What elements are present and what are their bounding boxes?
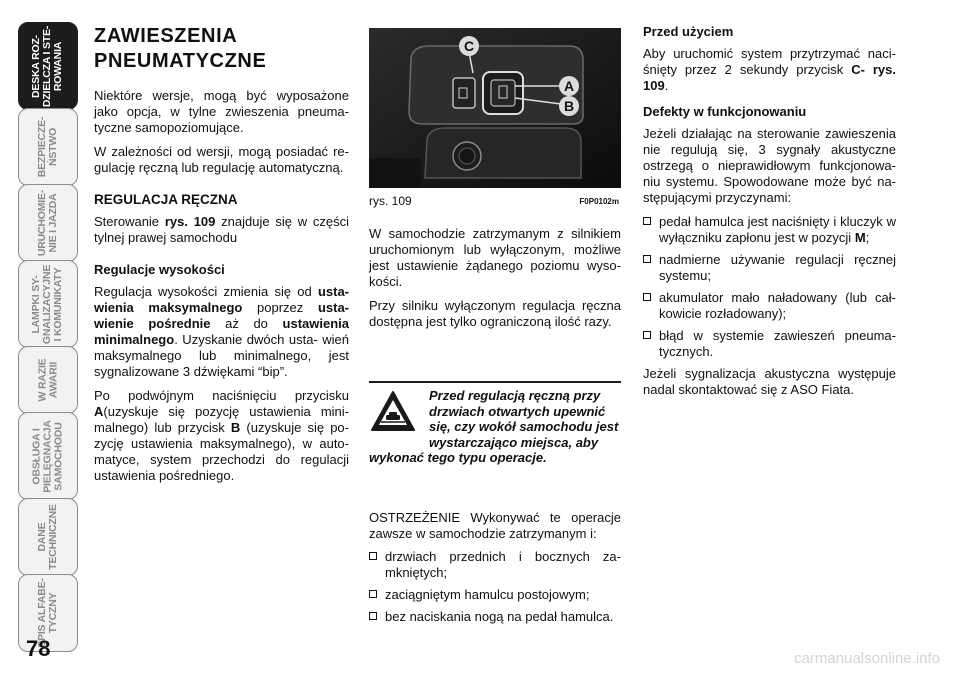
list-item-text: zaciągniętym hamulcu postojowym;: [385, 587, 590, 602]
warning-line-4: wystarczająco miejsca, aby: [429, 434, 599, 450]
figure-caption-label: rys. 109: [369, 194, 412, 208]
tab-label: SPIS ALFABE- TYCZNY: [36, 578, 59, 648]
tab-bezpieczenstwo[interactable]: [18, 108, 78, 186]
heading-przed-uzyciem: Przed użyciem: [643, 24, 734, 39]
text-run: . Uzyskanie dwóch usta- wień maksymalnego lub minimalnego, jest sygnalizowane 3 dźwiękami “bip”.: [94, 332, 349, 379]
column-middle: [369, 226, 621, 338]
tab-label: BEZPIECZE- ŃSTWO: [36, 116, 60, 178]
middle-paragraph-2: Przy silniku wyłączonym regulacja ręczna dostępna jest tylko ograniczoną ilość razy.: [369, 298, 621, 329]
defects-list: [643, 214, 896, 360]
list-item-text: pedał hamulca jest naciśnięty i kluczyk w wyłączniku zapłonu jest w pozycji: [659, 214, 896, 245]
list-item: [643, 214, 896, 246]
tab-obsluga[interactable]: [18, 412, 78, 500]
tab-lampki[interactable]: [18, 260, 78, 348]
figure-reference: rys. 109: [164, 214, 216, 229]
text-run: aż do: [210, 316, 283, 331]
checkbox-bullet-icon: [369, 590, 377, 598]
text-run: znajduje się w części tylnej prawej samochodu: [94, 214, 350, 245]
control-panel-photo: [369, 28, 621, 188]
tab-w-razie-awarii[interactable]: [18, 346, 78, 414]
tab-label: LAMPKI SY- GNALIZACYJNE I KOMUNIKATY: [30, 264, 65, 344]
checkbox-bullet-icon: [369, 552, 377, 560]
caution-intro: OSTRZEŻENIE Wykonywać te operacje zawsze w samochodzie zatrzymanym i:: [369, 510, 621, 541]
bold-term: C- rys. 109: [643, 62, 897, 93]
tab-label: OBSŁUGA I PIELĘGNACJA SAMOCHODU: [30, 419, 65, 493]
warning-line-5: wykonać tego typu operacje.: [369, 450, 547, 465]
intro-paragraph: Niektóre wersje, mogą być wyposażone jako opcja, w tylne zwieszenia pneuma- tyczne samopoziomujące.: [94, 88, 349, 135]
watermark-footer: carmanualsonline.info: [794, 650, 940, 667]
text-run: ;: [865, 230, 870, 245]
section-title: [94, 24, 349, 74]
heading-regulacje-wysokosci: Regulacje wysokości: [94, 262, 225, 277]
heading-regulacja-reczna: REGULACJA RĘCZNA: [94, 192, 238, 207]
final-paragraph: Jeżeli sygnalizacja akustyczna występuje nadal skontaktować się z ASO Fiata.: [643, 366, 896, 397]
usage-paragraph: [643, 46, 896, 94]
tab-label: DANE TECHNICZNE: [36, 504, 60, 570]
height-paragraph: [94, 284, 349, 380]
list-item-text: akumulator mało naładowany (lub cał- kowicie rozładowany);: [659, 290, 896, 321]
caution-block: [369, 510, 621, 631]
caution-list: [369, 549, 621, 625]
callout-c: C: [463, 38, 475, 54]
page-number: 78: [26, 636, 51, 661]
heading-defekty: Defekty w funkcjonowaniu: [643, 104, 807, 119]
list-item: [643, 290, 896, 322]
list-item-text: bez naciskania nogą na pedał hamulca.: [385, 609, 614, 624]
warning-divider: [369, 381, 621, 383]
figure-109: [369, 28, 621, 188]
text-run: Aby uruchomić system przytrzymać naci- śnięty przez 2 sekundy przycisk: [643, 46, 896, 77]
text-run: (uzyskuje się po- zycję ustawienia maksymalnego), w auto- matyce, system przechodzi do regulacji ustawienia pośredniego.: [94, 420, 349, 483]
tab-uruchomienie[interactable]: [18, 184, 78, 262]
tab-label: URUCHOMIE- NIE I JAZDA: [36, 189, 59, 257]
list-item: [643, 252, 896, 284]
text-run: Po podwójnym naciśnięciu przycisku: [94, 388, 349, 403]
bold-term: A: [94, 404, 104, 419]
bold-term: ustawienia minimalnego: [94, 316, 349, 347]
column-right: [643, 24, 896, 406]
list-item: [369, 549, 621, 581]
text-run: Regulacja wysokości zmienia się od: [94, 284, 318, 299]
bold-term: usta- wienie pośrednie: [94, 300, 349, 331]
list-item: [369, 587, 621, 603]
text-run: (uzyskuje się pozycję ustawienia mini- malnego) lub przycisk: [94, 404, 349, 435]
tab-deska-rozdzielcza[interactable]: [18, 22, 78, 110]
tab-label: DESKA ROZ- DZIELCZA I STE- ROWANIA: [30, 25, 65, 107]
text-run: .: [664, 78, 669, 93]
list-item: [369, 609, 621, 625]
list-item-text: nadmierne używanie regulacji ręcznej systemu;: [659, 252, 896, 283]
checkbox-bullet-icon: [369, 612, 377, 620]
defects-intro: Jeżeli działając na sterowanie zawieszenia nie regulują się, 3 sygnały akustyczne ostrzegą o nieprawidłowym funkcjonowa- niu systemu. Spowodowane może być na- stępującymi przyczynami:: [643, 126, 896, 205]
callout-b: B: [563, 98, 575, 114]
checkbox-bullet-icon: [643, 331, 651, 339]
chapter-tabs: [18, 22, 78, 648]
middle-paragraph-1: W samochodzie zatrzymanym z silnikiem uruchomionym lub wyłączonym, możliwe jest ustawienie żądanego poziomu wyso- kości.: [369, 226, 621, 289]
list-item-text: drzwiach przednich i bocznych za- mkniętych;: [385, 549, 621, 580]
column-left: [94, 24, 349, 492]
checkbox-bullet-icon: [643, 217, 651, 225]
title-line-2: PNEUMATYCZNE: [94, 50, 267, 72]
checkbox-bullet-icon: [643, 255, 651, 263]
text-run: Sterowanie: [94, 214, 165, 229]
intro-paragraph-2: W zależności od wersji, mogą posiadać re- gulację ręczną lub regulację automatyczną.: [94, 144, 349, 175]
figure-caption: [369, 194, 621, 208]
figure-code: F0P0102m: [579, 197, 619, 206]
title-line-1: ZAWIESZENIA: [94, 25, 238, 47]
bold-term: M: [854, 230, 866, 245]
warning-line-1: Przed regulacją ręczną przy: [429, 388, 601, 403]
double-press-paragraph: [94, 388, 349, 484]
text-run: poprzez: [242, 300, 318, 315]
list-item: [643, 328, 896, 360]
warning-line-2: drzwiach otwartych upewnić: [429, 403, 606, 419]
callout-a: A: [563, 78, 575, 94]
tab-label: W RAZIE AWARII: [36, 358, 59, 402]
bold-term: B: [230, 420, 241, 435]
checkbox-bullet-icon: [643, 293, 651, 301]
control-location-paragraph: [94, 214, 349, 246]
tab-dane-techniczne[interactable]: [18, 498, 78, 576]
list-item-text: błąd w systemie zawieszeń pneuma- tycznych.: [659, 328, 896, 359]
warning-line-3: się, czy wokół samochodu jest: [429, 419, 619, 434]
warning-text: [369, 388, 621, 466]
bold-term: usta- wienia maksymalnego: [94, 284, 349, 315]
